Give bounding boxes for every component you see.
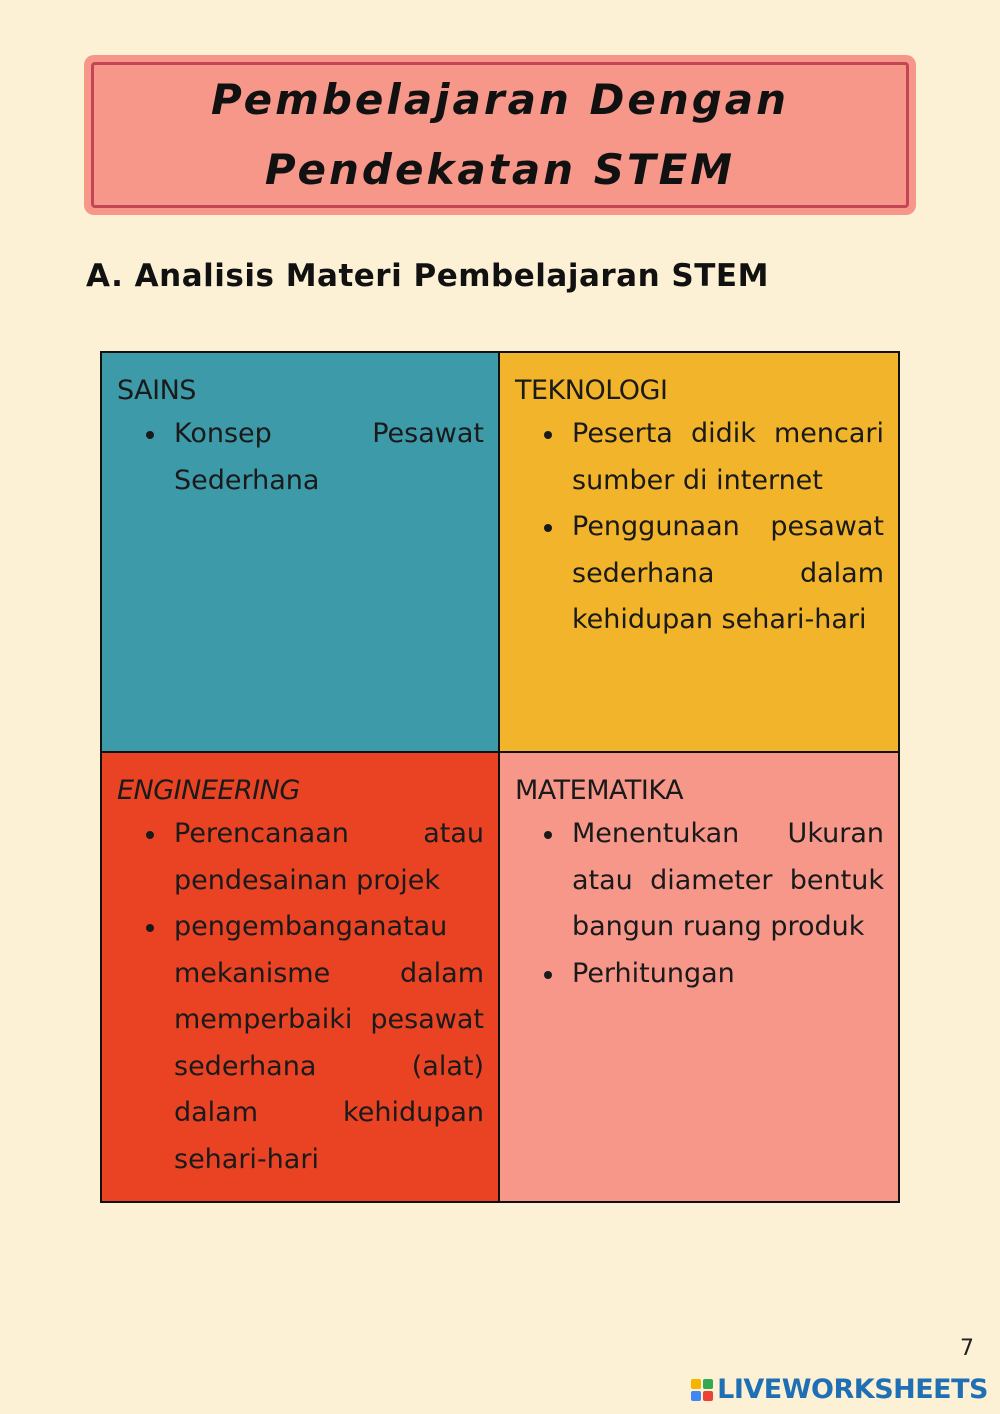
page-title-line-1: Pembelajaran Dengan [210,75,790,124]
logo-square-3 [691,1391,701,1401]
list-item: pengembanganatau mekanisme dalam memperbaiki pesawat sederhana (alat) dalam kehidupan sehari-hari [174,904,484,1183]
liveworksheets-logo-icon [691,1379,713,1401]
list-item: Konsep Pesawat Sederhana [174,411,484,504]
list-item: Perhitungan [572,951,884,998]
logo-square-2 [703,1379,713,1389]
section-heading: A. Analisis Materi Pembelajaran STEM [86,258,769,294]
list-engineering [117,811,484,1183]
page-number: 7 [960,1336,974,1361]
cell-heading-matematika: MATEMATIKA [515,775,684,806]
cell-engineering [102,753,500,1201]
list-item: Perencanaan atau pendesainan projek [174,811,484,904]
list-sains [117,411,484,504]
watermark-text: LIVEWORKSHEETS [717,1374,988,1405]
title-frame [91,62,909,208]
cell-heading-teknologi: TEKNOLOGI [515,375,668,406]
list-teknologi [515,411,884,644]
cell-heading-sains: SAINS [117,375,196,406]
list-matematika [515,811,884,997]
cell-sains [102,353,500,753]
logo-square-1 [691,1379,701,1389]
list-item: Penggunaan pesawat sederhana dalam kehidupan sehari-hari [572,504,884,644]
liveworksheets-watermark[interactable] [691,1374,988,1405]
list-item: Menentukan Ukuran atau diameter bentuk bangun ruang produk [572,811,884,951]
list-item: Peserta didik mencari sumber di internet [572,411,884,504]
title-banner [84,55,916,215]
cell-heading-engineering: ENGINEERING [117,775,300,806]
stem-analysis-table [100,351,900,1203]
cell-matematika [500,753,898,1201]
page-title-line-2: Pendekatan STEM [264,145,736,194]
cell-teknologi [500,353,898,753]
logo-square-4 [703,1391,713,1401]
